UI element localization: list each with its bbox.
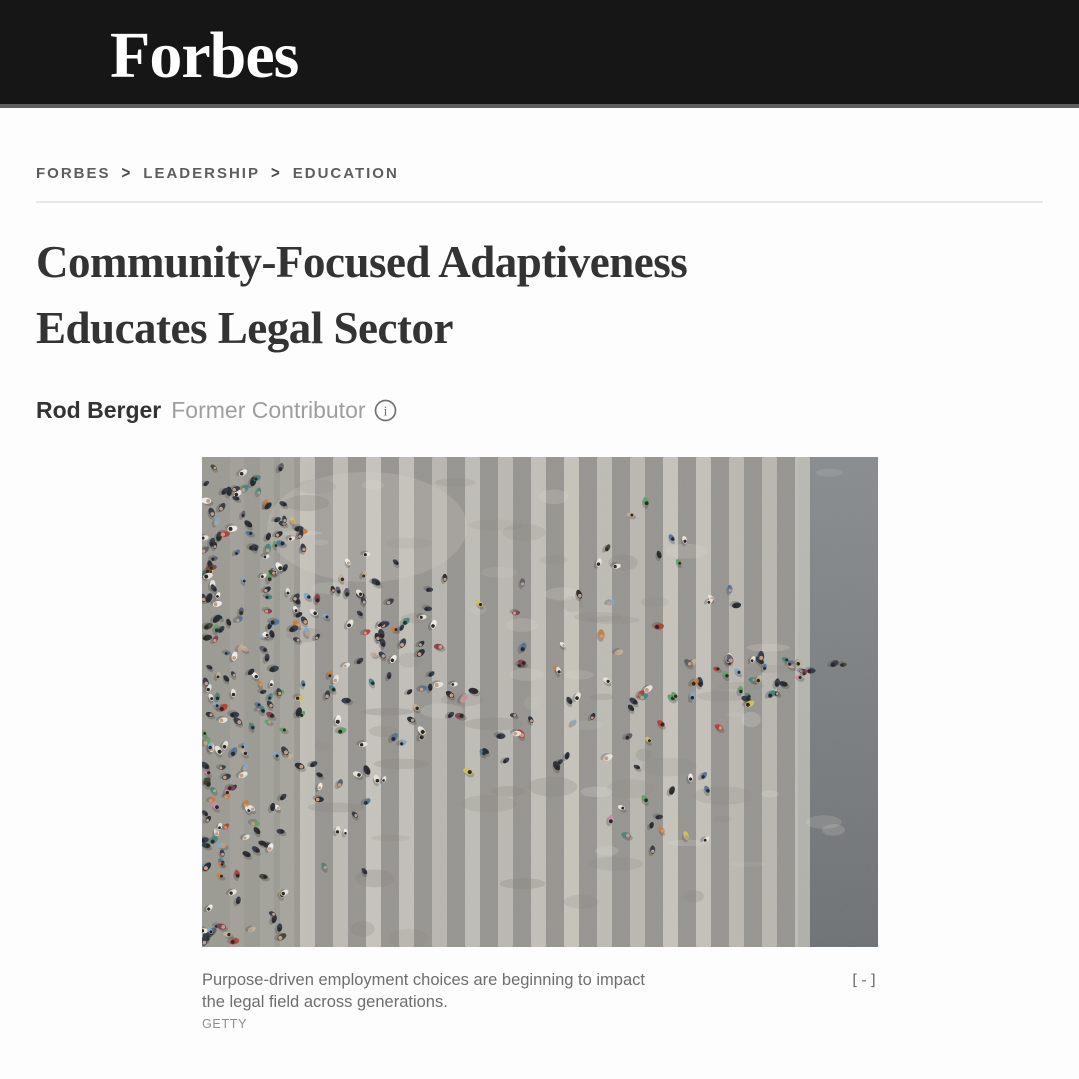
page-title-line-2: Educates Legal Sector [36,303,453,353]
svg-text:i: i [383,403,387,419]
byline [36,397,1043,424]
figure-caption [202,970,647,1031]
collapse-caption-button[interactable]: [-] [850,971,878,989]
article-figure [202,457,878,947]
page-title [36,229,1043,361]
article-content [0,165,1079,1031]
breadcrumb-forbes[interactable]: FORBES [36,165,111,182]
info-icon[interactable] [374,399,397,422]
author-link[interactable]: Rod Berger [36,397,162,423]
forbes-logo[interactable]: Forbes [110,19,299,92]
chevron-right-icon: > [270,163,282,184]
breadcrumb-divider [36,201,1043,203]
crowd-crosswalk-photo [202,457,878,947]
breadcrumb [36,165,1043,182]
site-header [0,0,1079,108]
caption-text: Purpose-driven employment choices are beginning to impact the legal field across generations. [202,971,645,1011]
page-title-line-1: Community-Focused Adaptiveness [36,237,688,287]
breadcrumb-education[interactable]: EDUCATION [292,165,399,182]
chevron-right-icon: > [121,163,133,184]
breadcrumb-leadership[interactable]: LEADERSHIP [143,165,260,182]
caption-row [202,970,878,1031]
photo-credit: GETTY [202,1017,248,1031]
author-role: Former Contributor [171,397,366,423]
